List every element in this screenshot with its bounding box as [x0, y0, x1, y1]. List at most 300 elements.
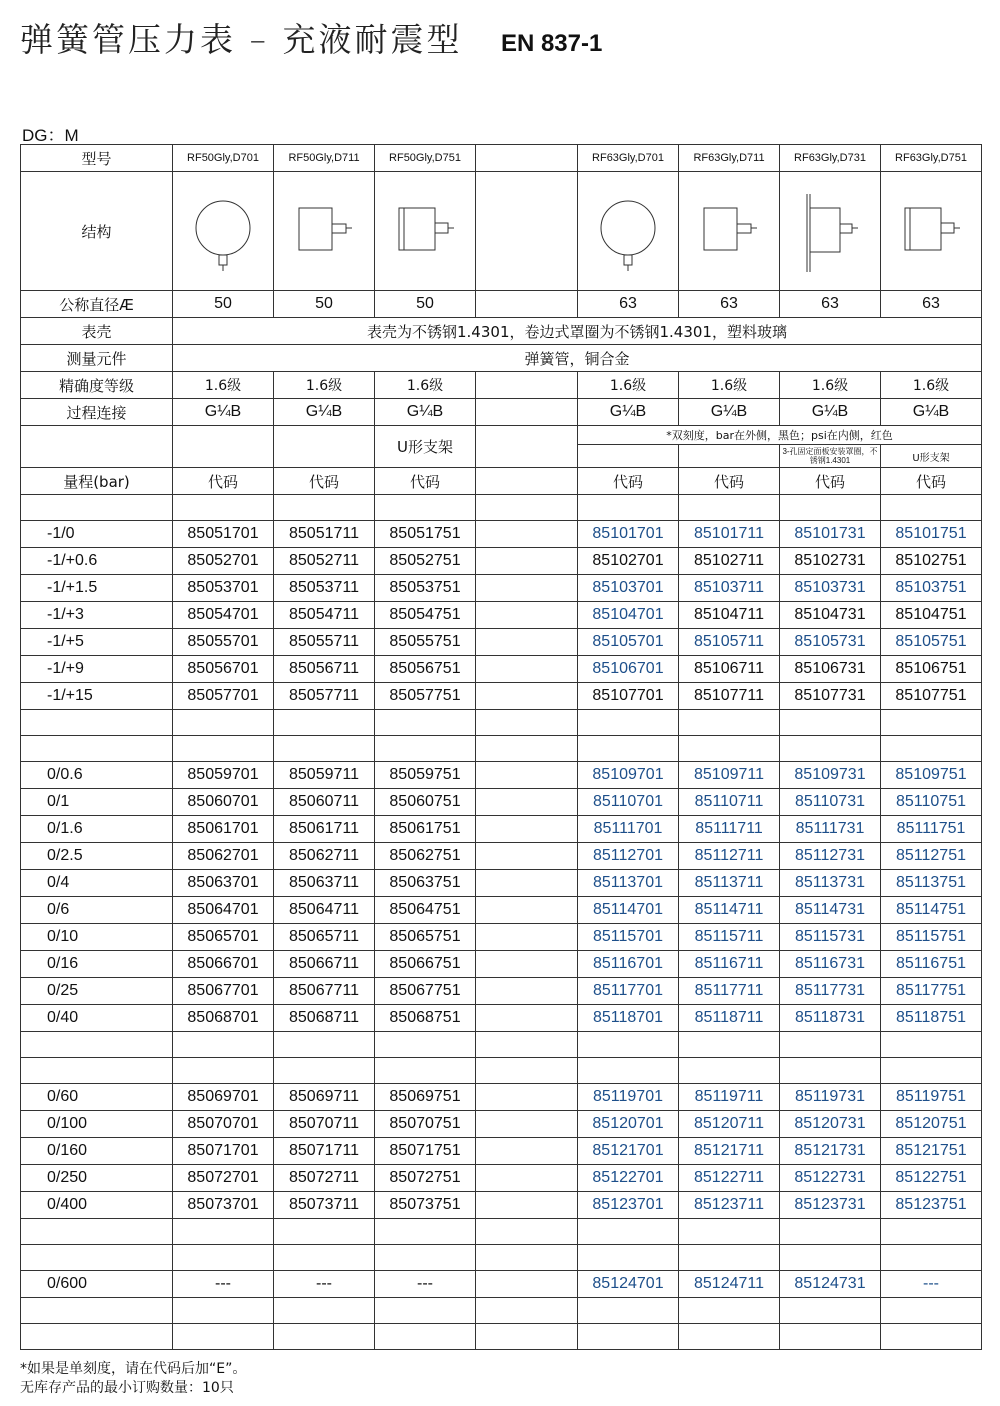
- range-cell: 0/400: [21, 1192, 173, 1219]
- page-title: [20, 14, 602, 64]
- blank-cell: [881, 1032, 982, 1058]
- code-cell: 85114701: [578, 897, 679, 924]
- blank-cell: [21, 1245, 173, 1271]
- blank-cell: [173, 710, 274, 736]
- connection-row: [21, 399, 982, 426]
- table-row: [21, 816, 982, 843]
- code-cell: 85121751: [881, 1138, 982, 1165]
- blank-cell: [375, 710, 476, 736]
- code-cell: 85122711: [679, 1165, 780, 1192]
- blank-cell: [173, 736, 274, 762]
- blank-row: [21, 710, 982, 736]
- blank-row: [21, 1324, 982, 1350]
- code-cell: 85120701: [578, 1111, 679, 1138]
- blank-cell: [578, 495, 679, 521]
- code-cell: 85103731: [780, 575, 881, 602]
- blank-cell: [274, 1032, 375, 1058]
- blank-cell: [476, 1058, 578, 1084]
- code-cell: 85065701: [173, 924, 274, 951]
- code-cell: 85106731: [780, 656, 881, 683]
- code-header: 代码: [274, 468, 375, 495]
- code-cell: 85103711: [679, 575, 780, 602]
- code-cell: 85109731: [780, 762, 881, 789]
- option-row-1: [21, 426, 982, 445]
- code-cell: 85112711: [679, 843, 780, 870]
- table-row: [21, 1084, 982, 1111]
- model-cell: RF63Gly,D701: [578, 145, 679, 172]
- code-cell: [476, 789, 578, 816]
- option-empty-3: [476, 426, 578, 468]
- code-cell: 85109701: [578, 762, 679, 789]
- code-cell: 85057701: [173, 683, 274, 710]
- blank-cell: [173, 1032, 274, 1058]
- option-dual-scale-note: *双刻度，bar在外侧，黑色；psi在内侧，红色: [578, 426, 982, 445]
- code-cell: 85069751: [375, 1084, 476, 1111]
- code-cell: [476, 762, 578, 789]
- code-cell: 85112731: [780, 843, 881, 870]
- code-cell: 85051751: [375, 521, 476, 548]
- blank-cell: [881, 1245, 982, 1271]
- code-cell: 85065711: [274, 924, 375, 951]
- blank-cell: [578, 736, 679, 762]
- blank-cell: [881, 1219, 982, 1245]
- model-cell: RF50Gly,D711: [274, 145, 375, 172]
- code-cell: [476, 1271, 578, 1298]
- range-cell: -1/0: [21, 521, 173, 548]
- code-cell: 85104711: [679, 602, 780, 629]
- blank-row: [21, 736, 982, 762]
- blank-cell: [578, 1245, 679, 1271]
- code-cell: 85057711: [274, 683, 375, 710]
- code-cell: 85115701: [578, 924, 679, 951]
- code-cell: 85122751: [881, 1165, 982, 1192]
- range-cell: -1/+1.5: [21, 575, 173, 602]
- code-cell: 85068751: [375, 1005, 476, 1032]
- blank-cell: [476, 1245, 578, 1271]
- code-cell: 85117751: [881, 978, 982, 1005]
- blank-cell: [881, 1058, 982, 1084]
- code-cell: 85104751: [881, 602, 982, 629]
- code-cell: 85062711: [274, 843, 375, 870]
- diameter-row: [21, 291, 982, 318]
- accuracy-value: 1.6级: [881, 372, 982, 399]
- code-cell: 85064751: [375, 897, 476, 924]
- structure-cell: [578, 172, 679, 291]
- code-cell: 85112701: [578, 843, 679, 870]
- diameter-value: 50: [274, 291, 375, 318]
- code-cell: 85064701: [173, 897, 274, 924]
- code-cell: 85059701: [173, 762, 274, 789]
- blank-cell: [375, 1245, 476, 1271]
- code-cell: [476, 897, 578, 924]
- structure-cell: [881, 172, 982, 291]
- code-cell: 85051701: [173, 521, 274, 548]
- range-cell: 0/16: [21, 951, 173, 978]
- diameter-value: 63: [578, 291, 679, 318]
- blank-cell: [21, 736, 173, 762]
- range-label: 量程(bar): [21, 468, 173, 495]
- connection-value: G¼B: [881, 399, 982, 426]
- range-cell: 0/160: [21, 1138, 173, 1165]
- code-cell: 85055711: [274, 629, 375, 656]
- accuracy-value: 1.6级: [173, 372, 274, 399]
- code-cell: 85118731: [780, 1005, 881, 1032]
- table-row: [21, 951, 982, 978]
- code-cell: 85063711: [274, 870, 375, 897]
- blank-cell: [780, 1032, 881, 1058]
- table-row: [21, 924, 982, 951]
- flange-back-gauge-icon: [886, 176, 976, 286]
- code-cell: 85070701: [173, 1111, 274, 1138]
- code-cell: [476, 548, 578, 575]
- code-cell: 85107701: [578, 683, 679, 710]
- option-empty-1: [173, 426, 274, 468]
- blank-cell: [173, 1324, 274, 1350]
- structure-cell: [476, 172, 578, 291]
- code-cell: 85118751: [881, 1005, 982, 1032]
- range-cell: -1/+0.6: [21, 548, 173, 575]
- code-cell: ---: [274, 1271, 375, 1298]
- blank-cell: [476, 736, 578, 762]
- code-cell: 85055701: [173, 629, 274, 656]
- code-cell: 85116711: [679, 951, 780, 978]
- table-row: [21, 1192, 982, 1219]
- connection-value: [476, 399, 578, 426]
- blank-cell: [274, 1219, 375, 1245]
- code-cell: 85072701: [173, 1165, 274, 1192]
- model-cell: RF63Gly,D711: [679, 145, 780, 172]
- code-cell: 85101711: [679, 521, 780, 548]
- blank-cell: [21, 1058, 173, 1084]
- blank-cell: [476, 1324, 578, 1350]
- code-cell: 85113701: [578, 870, 679, 897]
- blank-row: [21, 1219, 982, 1245]
- code-cell: 85116701: [578, 951, 679, 978]
- code-cell: [476, 521, 578, 548]
- code-cell: 85118711: [679, 1005, 780, 1032]
- code-cell: 85124711: [679, 1271, 780, 1298]
- code-cell: 85067701: [173, 978, 274, 1005]
- code-cell: 85113711: [679, 870, 780, 897]
- code-cell: 85119711: [679, 1084, 780, 1111]
- range-cell: 0/25: [21, 978, 173, 1005]
- code-cell: 85106711: [679, 656, 780, 683]
- blank-cell: [780, 495, 881, 521]
- code-cell: 85106751: [881, 656, 982, 683]
- code-cell: 85056711: [274, 656, 375, 683]
- code-cell: 85120711: [679, 1111, 780, 1138]
- code-cell: 85069711: [274, 1084, 375, 1111]
- code-cell: [476, 1192, 578, 1219]
- code-cell: 85053711: [274, 575, 375, 602]
- title-chinese: 弹簧管压力表 – 充液耐震型: [20, 20, 463, 59]
- blank-cell: [780, 1245, 881, 1271]
- code-cell: 85112751: [881, 843, 982, 870]
- structure-label: 结构: [21, 172, 173, 291]
- code-cell: 85113731: [780, 870, 881, 897]
- flange-back-gauge-icon: [380, 176, 470, 286]
- code-cell: 85052711: [274, 548, 375, 575]
- option-empty-2: [274, 426, 375, 468]
- table-row: [21, 656, 982, 683]
- code-cell: 85106701: [578, 656, 679, 683]
- table-row: [21, 789, 982, 816]
- code-cell: 85072711: [274, 1165, 375, 1192]
- code-cell: 85105701: [578, 629, 679, 656]
- code-cell: 85071751: [375, 1138, 476, 1165]
- blank-cell: [578, 1058, 679, 1084]
- code-cell: 85111701: [578, 816, 679, 843]
- code-cell: 85114711: [679, 897, 780, 924]
- code-cell: 85063751: [375, 870, 476, 897]
- code-cell: 85060711: [274, 789, 375, 816]
- table-row: [21, 1005, 982, 1032]
- blank-cell: [780, 1058, 881, 1084]
- code-cell: ---: [173, 1271, 274, 1298]
- table-row: [21, 1165, 982, 1192]
- structure-cell: [375, 172, 476, 291]
- connection-value: G¼B: [173, 399, 274, 426]
- table-row: [21, 1138, 982, 1165]
- code-cell: 85060701: [173, 789, 274, 816]
- code-cell: 85105711: [679, 629, 780, 656]
- blank-cell: [21, 1324, 173, 1350]
- product-table: [20, 144, 982, 1350]
- code-cell: ---: [375, 1271, 476, 1298]
- blank-cell: [578, 710, 679, 736]
- element-label: 测量元件: [21, 345, 173, 372]
- code-cell: [476, 924, 578, 951]
- code-cell: [476, 1111, 578, 1138]
- code-cell: 85053751: [375, 575, 476, 602]
- code-cell: 85111731: [780, 816, 881, 843]
- accuracy-value: 1.6级: [375, 372, 476, 399]
- code-cell: [476, 870, 578, 897]
- code-cell: 85071711: [274, 1138, 375, 1165]
- table-row: [21, 683, 982, 710]
- code-cell: 85062701: [173, 843, 274, 870]
- connection-value: G¼B: [780, 399, 881, 426]
- blank-cell: [780, 710, 881, 736]
- model-cell: RF63Gly,D731: [780, 145, 881, 172]
- code-cell: [476, 575, 578, 602]
- range-cell: -1/+9: [21, 656, 173, 683]
- code-cell: 85109711: [679, 762, 780, 789]
- code-cell: 85059751: [375, 762, 476, 789]
- code-cell: 85115711: [679, 924, 780, 951]
- blank-cell: [21, 1032, 173, 1058]
- code-header: 代码: [173, 468, 274, 495]
- code-cell: 85105731: [780, 629, 881, 656]
- blank-cell: [476, 1298, 578, 1324]
- model-cell: RF63Gly,D751: [881, 145, 982, 172]
- code-cell: 85102701: [578, 548, 679, 575]
- range-cell: 0/100: [21, 1111, 173, 1138]
- blank-cell: [173, 495, 274, 521]
- blank-cell: [375, 1032, 476, 1058]
- panel-mount-gauge-icon: [785, 176, 875, 286]
- blank-cell: [476, 1032, 578, 1058]
- blank-cell: [780, 1298, 881, 1324]
- code-header: 代码: [881, 468, 982, 495]
- code-cell: 85119731: [780, 1084, 881, 1111]
- blank-cell: [578, 1219, 679, 1245]
- code-cell: 85101751: [881, 521, 982, 548]
- blank-cell: [173, 1058, 274, 1084]
- structure-row: [21, 172, 982, 291]
- code-header: 代码: [780, 468, 881, 495]
- blank-cell: [780, 736, 881, 762]
- code-cell: 85107751: [881, 683, 982, 710]
- code-cell: 85110751: [881, 789, 982, 816]
- code-cell: [476, 1005, 578, 1032]
- blank-cell: [173, 1245, 274, 1271]
- structure-cell: [780, 172, 881, 291]
- blank-cell: [780, 1324, 881, 1350]
- code-cell: [476, 843, 578, 870]
- code-cell: [476, 1165, 578, 1192]
- option-u-bracket-50: U形支架: [375, 426, 476, 468]
- code-header: [476, 468, 578, 495]
- code-cell: 85073701: [173, 1192, 274, 1219]
- code-cell: 85116731: [780, 951, 881, 978]
- table-row: [21, 521, 982, 548]
- model-cell: [476, 145, 578, 172]
- blank-cell: [375, 1219, 476, 1245]
- diameter-value: 63: [780, 291, 881, 318]
- code-cell: 85111751: [881, 816, 982, 843]
- code-cell: [476, 816, 578, 843]
- code-cell: 85067751: [375, 978, 476, 1005]
- blank-cell: [881, 710, 982, 736]
- connection-label: 过程连接: [21, 399, 173, 426]
- code-cell: 85118701: [578, 1005, 679, 1032]
- range-cell: -1/+5: [21, 629, 173, 656]
- code-header: 代码: [578, 468, 679, 495]
- footnotes: [20, 1360, 246, 1398]
- code-header-row: [21, 468, 982, 495]
- diameter-label: 公称直径Æ: [21, 291, 173, 318]
- table-row: [21, 843, 982, 870]
- code-cell: [476, 1138, 578, 1165]
- code-cell: 85068711: [274, 1005, 375, 1032]
- code-cell: 85101701: [578, 521, 679, 548]
- code-cell: 85116751: [881, 951, 982, 978]
- blank-row: [21, 1058, 982, 1084]
- option-panel-note: 3-孔固定面板安装罩圈，不锈钢1.4301: [780, 445, 881, 468]
- code-cell: 85124731: [780, 1271, 881, 1298]
- code-cell: [476, 1084, 578, 1111]
- code-cell: 85073751: [375, 1192, 476, 1219]
- code-cell: 85122701: [578, 1165, 679, 1192]
- code-cell: 85111711: [679, 816, 780, 843]
- code-cell: 85107731: [780, 683, 881, 710]
- blank-cell: [578, 1324, 679, 1350]
- structure-cell: [274, 172, 375, 291]
- code-cell: 85071701: [173, 1138, 274, 1165]
- blank-cell: [274, 1324, 375, 1350]
- code-cell: [476, 629, 578, 656]
- blank-cell: [274, 736, 375, 762]
- round-gauge-icon: [178, 176, 268, 286]
- code-cell: 85061711: [274, 816, 375, 843]
- code-cell: 85066701: [173, 951, 274, 978]
- code-cell: 85103751: [881, 575, 982, 602]
- code-cell: 85104701: [578, 602, 679, 629]
- code-cell: 85121701: [578, 1138, 679, 1165]
- accuracy-label: 精确度等级: [21, 372, 173, 399]
- blank-cell: [679, 1058, 780, 1084]
- code-cell: 85119701: [578, 1084, 679, 1111]
- range-cell: 0/1.6: [21, 816, 173, 843]
- blank-cell: [173, 1219, 274, 1245]
- code-cell: 85102731: [780, 548, 881, 575]
- element-row: [21, 345, 982, 372]
- model-cell: RF50Gly,D701: [173, 145, 274, 172]
- option-u-bracket-63: U形支架: [881, 445, 982, 468]
- diameter-value: 63: [881, 291, 982, 318]
- model-label: 型号: [21, 145, 173, 172]
- code-cell: 85124701: [578, 1271, 679, 1298]
- connection-value: G¼B: [679, 399, 780, 426]
- code-cell: 85057751: [375, 683, 476, 710]
- accuracy-value: 1.6级: [780, 372, 881, 399]
- code-cell: 85102751: [881, 548, 982, 575]
- code-cell: 85052701: [173, 548, 274, 575]
- blank-cell: [881, 1298, 982, 1324]
- code-cell: [476, 656, 578, 683]
- table-row: [21, 548, 982, 575]
- code-cell: 85121711: [679, 1138, 780, 1165]
- code-cell: 85117731: [780, 978, 881, 1005]
- code-cell: 85123711: [679, 1192, 780, 1219]
- code-cell: 85120751: [881, 1111, 982, 1138]
- footnote-minimum-order: 无库存产品的最小订购数量：10只: [20, 1380, 234, 1396]
- code-cell: ---: [881, 1271, 982, 1298]
- code-cell: 85123701: [578, 1192, 679, 1219]
- range-cell: 0/2.5: [21, 843, 173, 870]
- table-row: [21, 1271, 982, 1298]
- table-row: [21, 1111, 982, 1138]
- connection-value: G¼B: [578, 399, 679, 426]
- range-cell: -1/+3: [21, 602, 173, 629]
- code-cell: 85123731: [780, 1192, 881, 1219]
- code-cell: 85115751: [881, 924, 982, 951]
- case-text: 表壳为不锈钢1.4301，卷边式罩圈为不锈钢1.4301，塑料玻璃: [173, 318, 982, 345]
- accuracy-value: 1.6级: [578, 372, 679, 399]
- code-cell: 85103701: [578, 575, 679, 602]
- blank-cell: [780, 1219, 881, 1245]
- code-cell: 85107711: [679, 683, 780, 710]
- blank-cell: [476, 1219, 578, 1245]
- accuracy-value: [476, 372, 578, 399]
- code-cell: 85072751: [375, 1165, 476, 1192]
- diameter-value: 63: [679, 291, 780, 318]
- blank-cell: [375, 1058, 476, 1084]
- diameter-value: 50: [173, 291, 274, 318]
- accuracy-value: 1.6级: [679, 372, 780, 399]
- dg-label: DG：M: [22, 126, 79, 145]
- range-cell: 0/10: [21, 924, 173, 951]
- code-cell: 85101731: [780, 521, 881, 548]
- option-empty-4: [578, 445, 679, 468]
- code-cell: 85104731: [780, 602, 881, 629]
- code-cell: 85070751: [375, 1111, 476, 1138]
- code-cell: 85060751: [375, 789, 476, 816]
- range-cell: 0/6: [21, 897, 173, 924]
- connection-value: G¼B: [274, 399, 375, 426]
- blank-cell: [21, 1219, 173, 1245]
